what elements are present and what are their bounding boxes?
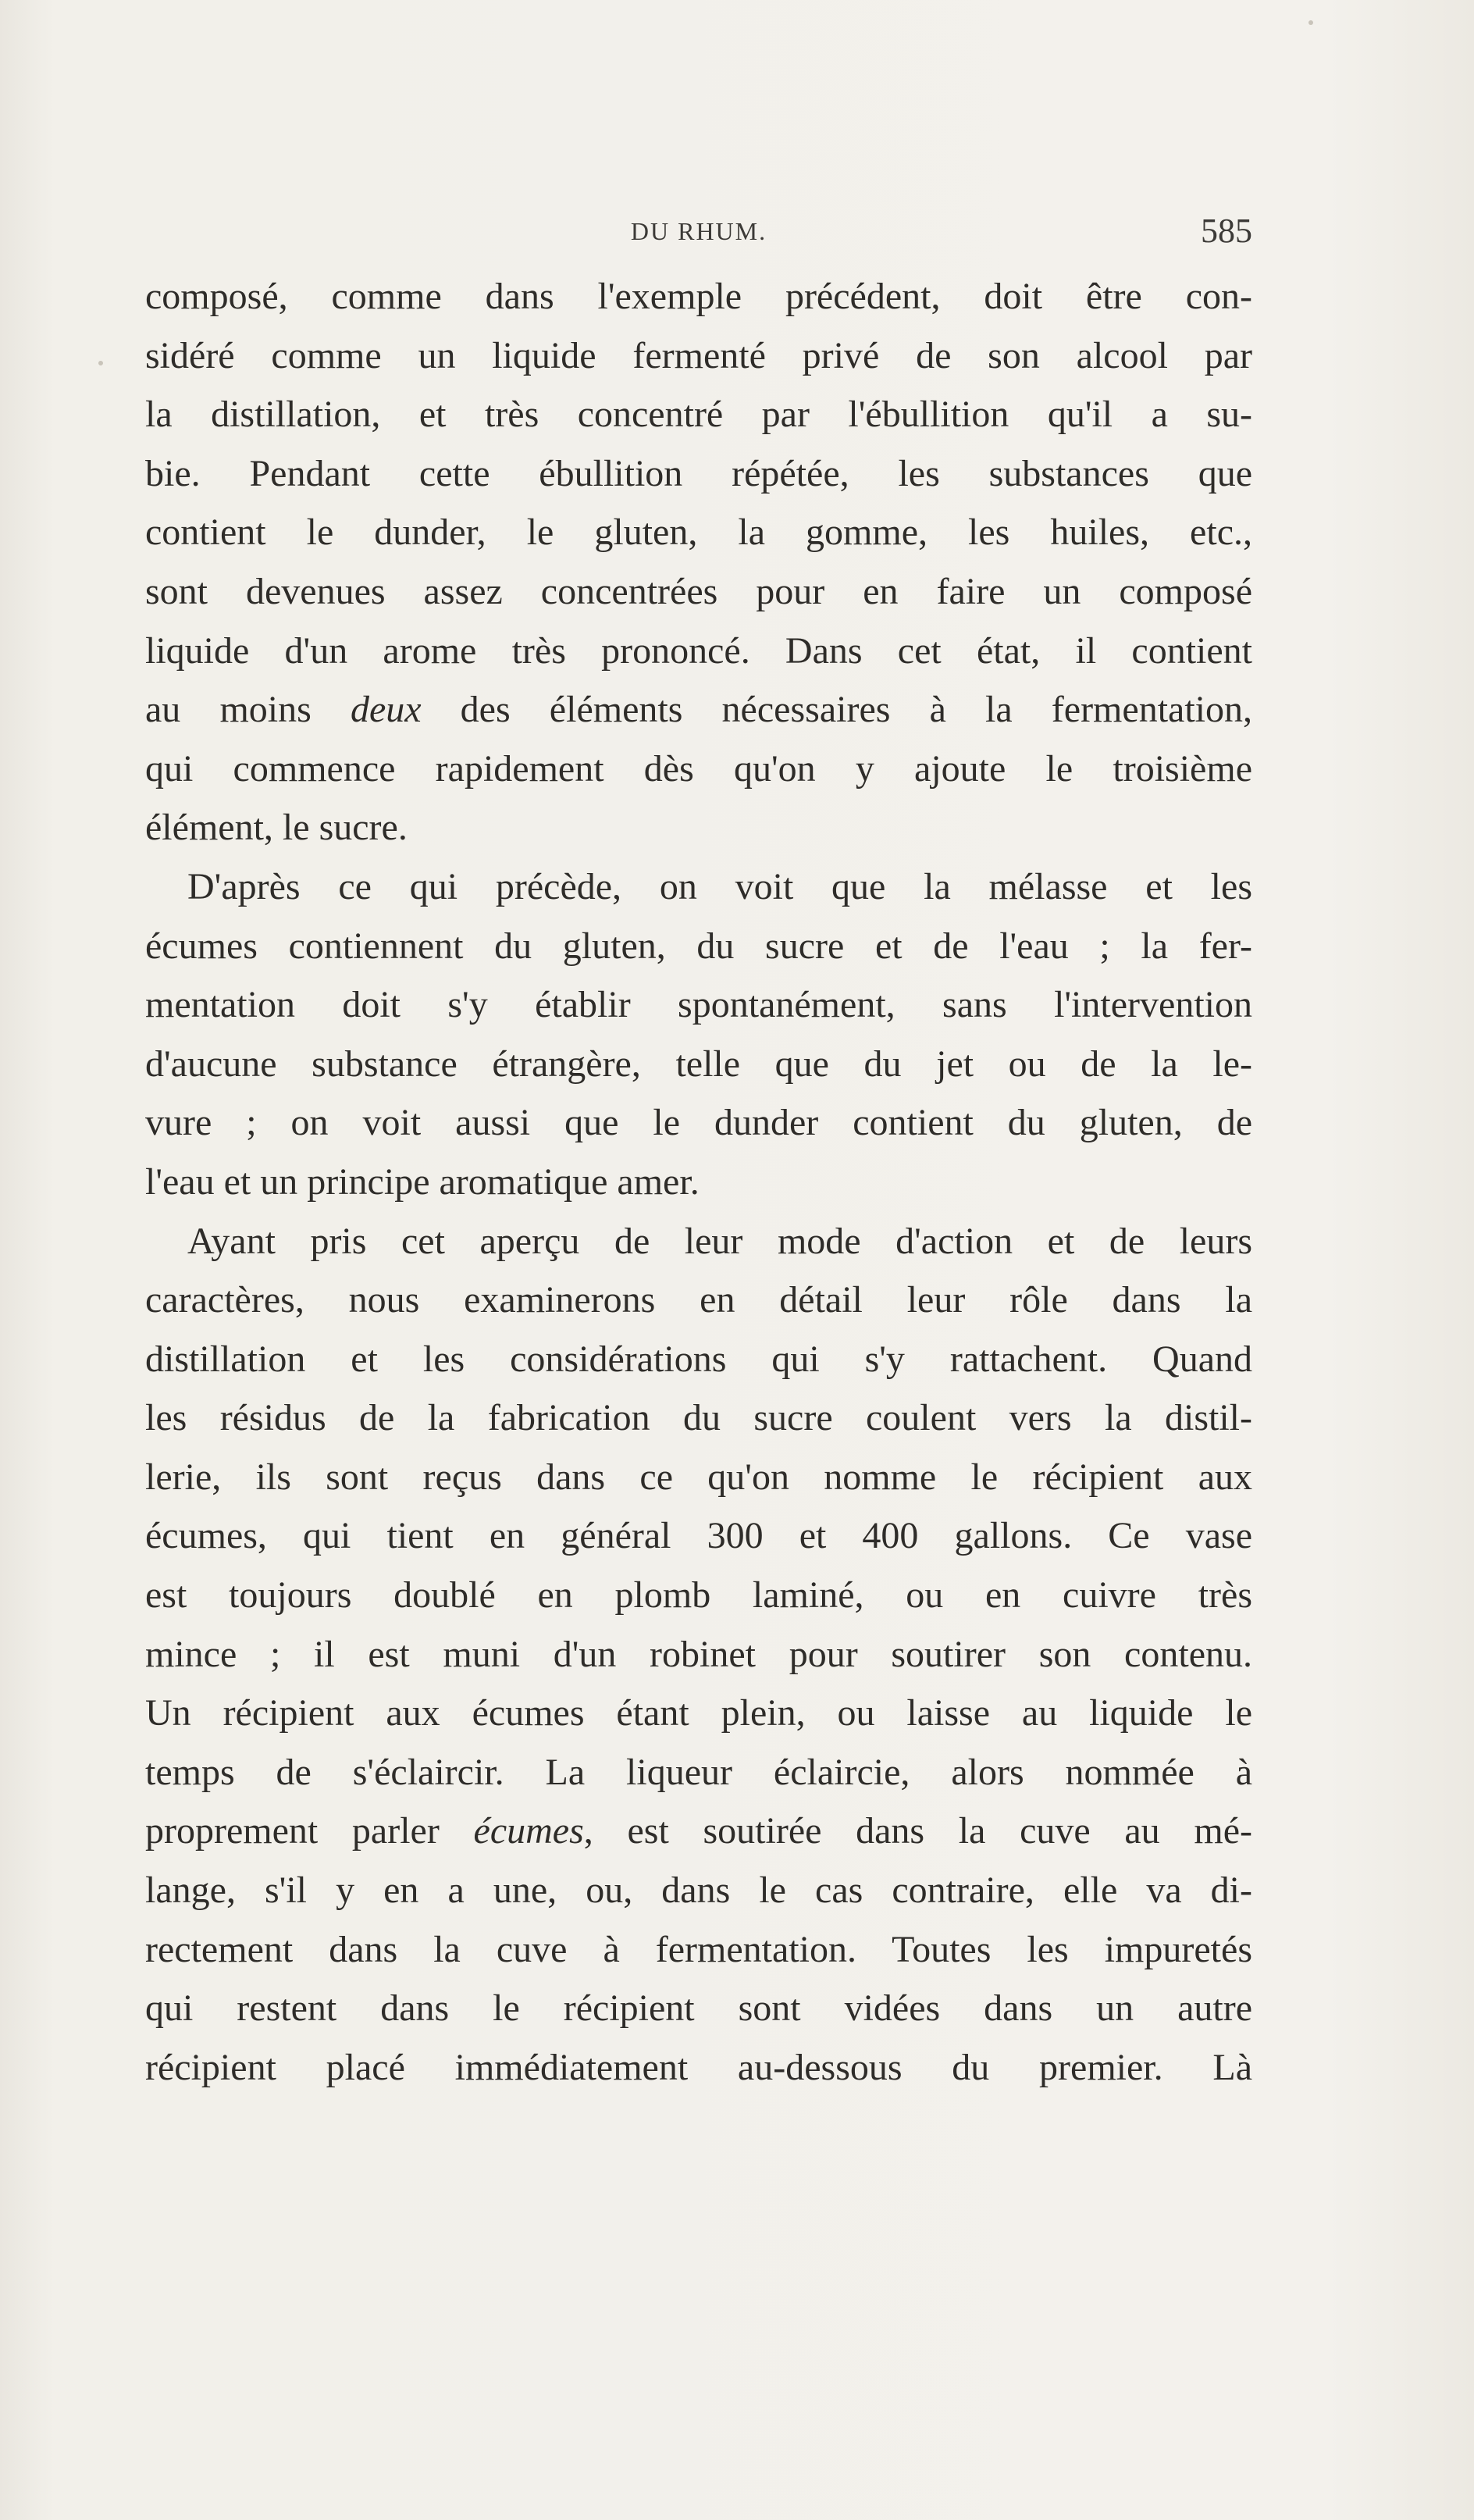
text-line: d'aucune substance étrangère, telle que du jet ou de la le- — [145, 1043, 1252, 1085]
running-head: DU RHUM. — [630, 217, 767, 245]
paragraph — [145, 267, 1252, 857]
text-line: Un récipient aux écumes étant plein, ou laisse au liquide le — [145, 1692, 1252, 1734]
page-number: 585 — [1201, 212, 1252, 250]
text-line: sont devenues assez concentrées pour en faire un composé — [145, 570, 1252, 612]
text-segment: des éléments nécessaires à la fermentation, — [421, 689, 1253, 731]
text-line: sidéré comme un liquide fermenté privé de son alcool par — [145, 334, 1252, 376]
text-line: temps de s'éclaircir. La liqueur éclaircie, alors nommée à — [145, 1751, 1252, 1793]
text-line: rectement dans la cuve à fermentation. Toutes les impuretés — [145, 1928, 1252, 1970]
text-line: mince ; il est muni d'un robinet pour soutirer son contenu. — [145, 1633, 1252, 1675]
paper-speck — [1308, 20, 1313, 25]
text-line: liquide d'un arome très prononcé. Dans cet état, il contient — [145, 629, 1252, 672]
text-segment: , est soutirée dans la cuve au mé- — [583, 1810, 1252, 1852]
text-segment: au moins — [145, 689, 351, 731]
text-line: Ayant pris cet aperçu de leur mode d'action et de leurs — [187, 1220, 1252, 1262]
text-line: composé, comme dans l'exemple précédent, doit être con- — [145, 276, 1252, 317]
text-line: écumes, qui tient en général 300 et 400 gallons. Ce vase — [145, 1515, 1252, 1557]
text-line: distillation et les considérations qui s'y rattachent. Quand — [145, 1338, 1252, 1380]
text-line: l'eau et un principe aromatique amer. — [145, 1160, 700, 1203]
italic-text: écumes — [473, 1810, 584, 1852]
body-text — [145, 267, 1252, 2097]
paper-speck — [98, 361, 103, 365]
text-line: caractères, nous examinerons en détail leur rôle dans la — [145, 1279, 1252, 1321]
paragraph — [145, 857, 1252, 1212]
italic-text: deux — [350, 689, 422, 731]
text-line: contient le dunder, le gluten, la gomme, les huiles, etc., — [145, 511, 1252, 554]
text-line: vure ; on voit aussi que le dunder contient du gluten, de — [145, 1102, 1252, 1144]
text-segment: proprement parler — [145, 1810, 474, 1852]
page-header — [145, 211, 1252, 258]
text-line: qui commence rapidement dès qu'on y ajoute le troisième — [145, 747, 1252, 790]
text-line: lerie, ils sont reçus dans ce qu'on nomme le récipient aux — [145, 1456, 1252, 1498]
text-line: la distillation, et très concentré par l'ébullition qu'il a su- — [145, 394, 1252, 436]
paragraph — [145, 1212, 1252, 2098]
text-line: les résidus de la fabrication du sucre coulent vers la distil- — [145, 1397, 1252, 1439]
text-line: écumes contiennent du gluten, du sucre et de l'eau ; la fer- — [145, 925, 1252, 967]
text-line: qui restent dans le récipient sont vidées dans un autre — [145, 1987, 1252, 2030]
text-line — [145, 680, 1252, 740]
text-line — [145, 1802, 1252, 1861]
text-line: mentation doit s'y établir spontanément, sans l'intervention — [145, 984, 1252, 1026]
text-line: est toujours doublé en plomb laminé, ou en cuivre très — [145, 1574, 1252, 1616]
text-line: élément, le sucre. — [145, 807, 408, 849]
text-line: lange, s'il y en a une, ou, dans le cas contraire, elle va di- — [145, 1870, 1252, 1912]
text-line: D'après ce qui précède, on voit que la mélasse et les — [187, 865, 1252, 907]
text-line: récipient placé immédiatement au-dessous du premier. Là — [145, 2046, 1252, 2088]
text-line: bie. Pendant cette ébullition répétée, les substances que — [145, 452, 1252, 494]
